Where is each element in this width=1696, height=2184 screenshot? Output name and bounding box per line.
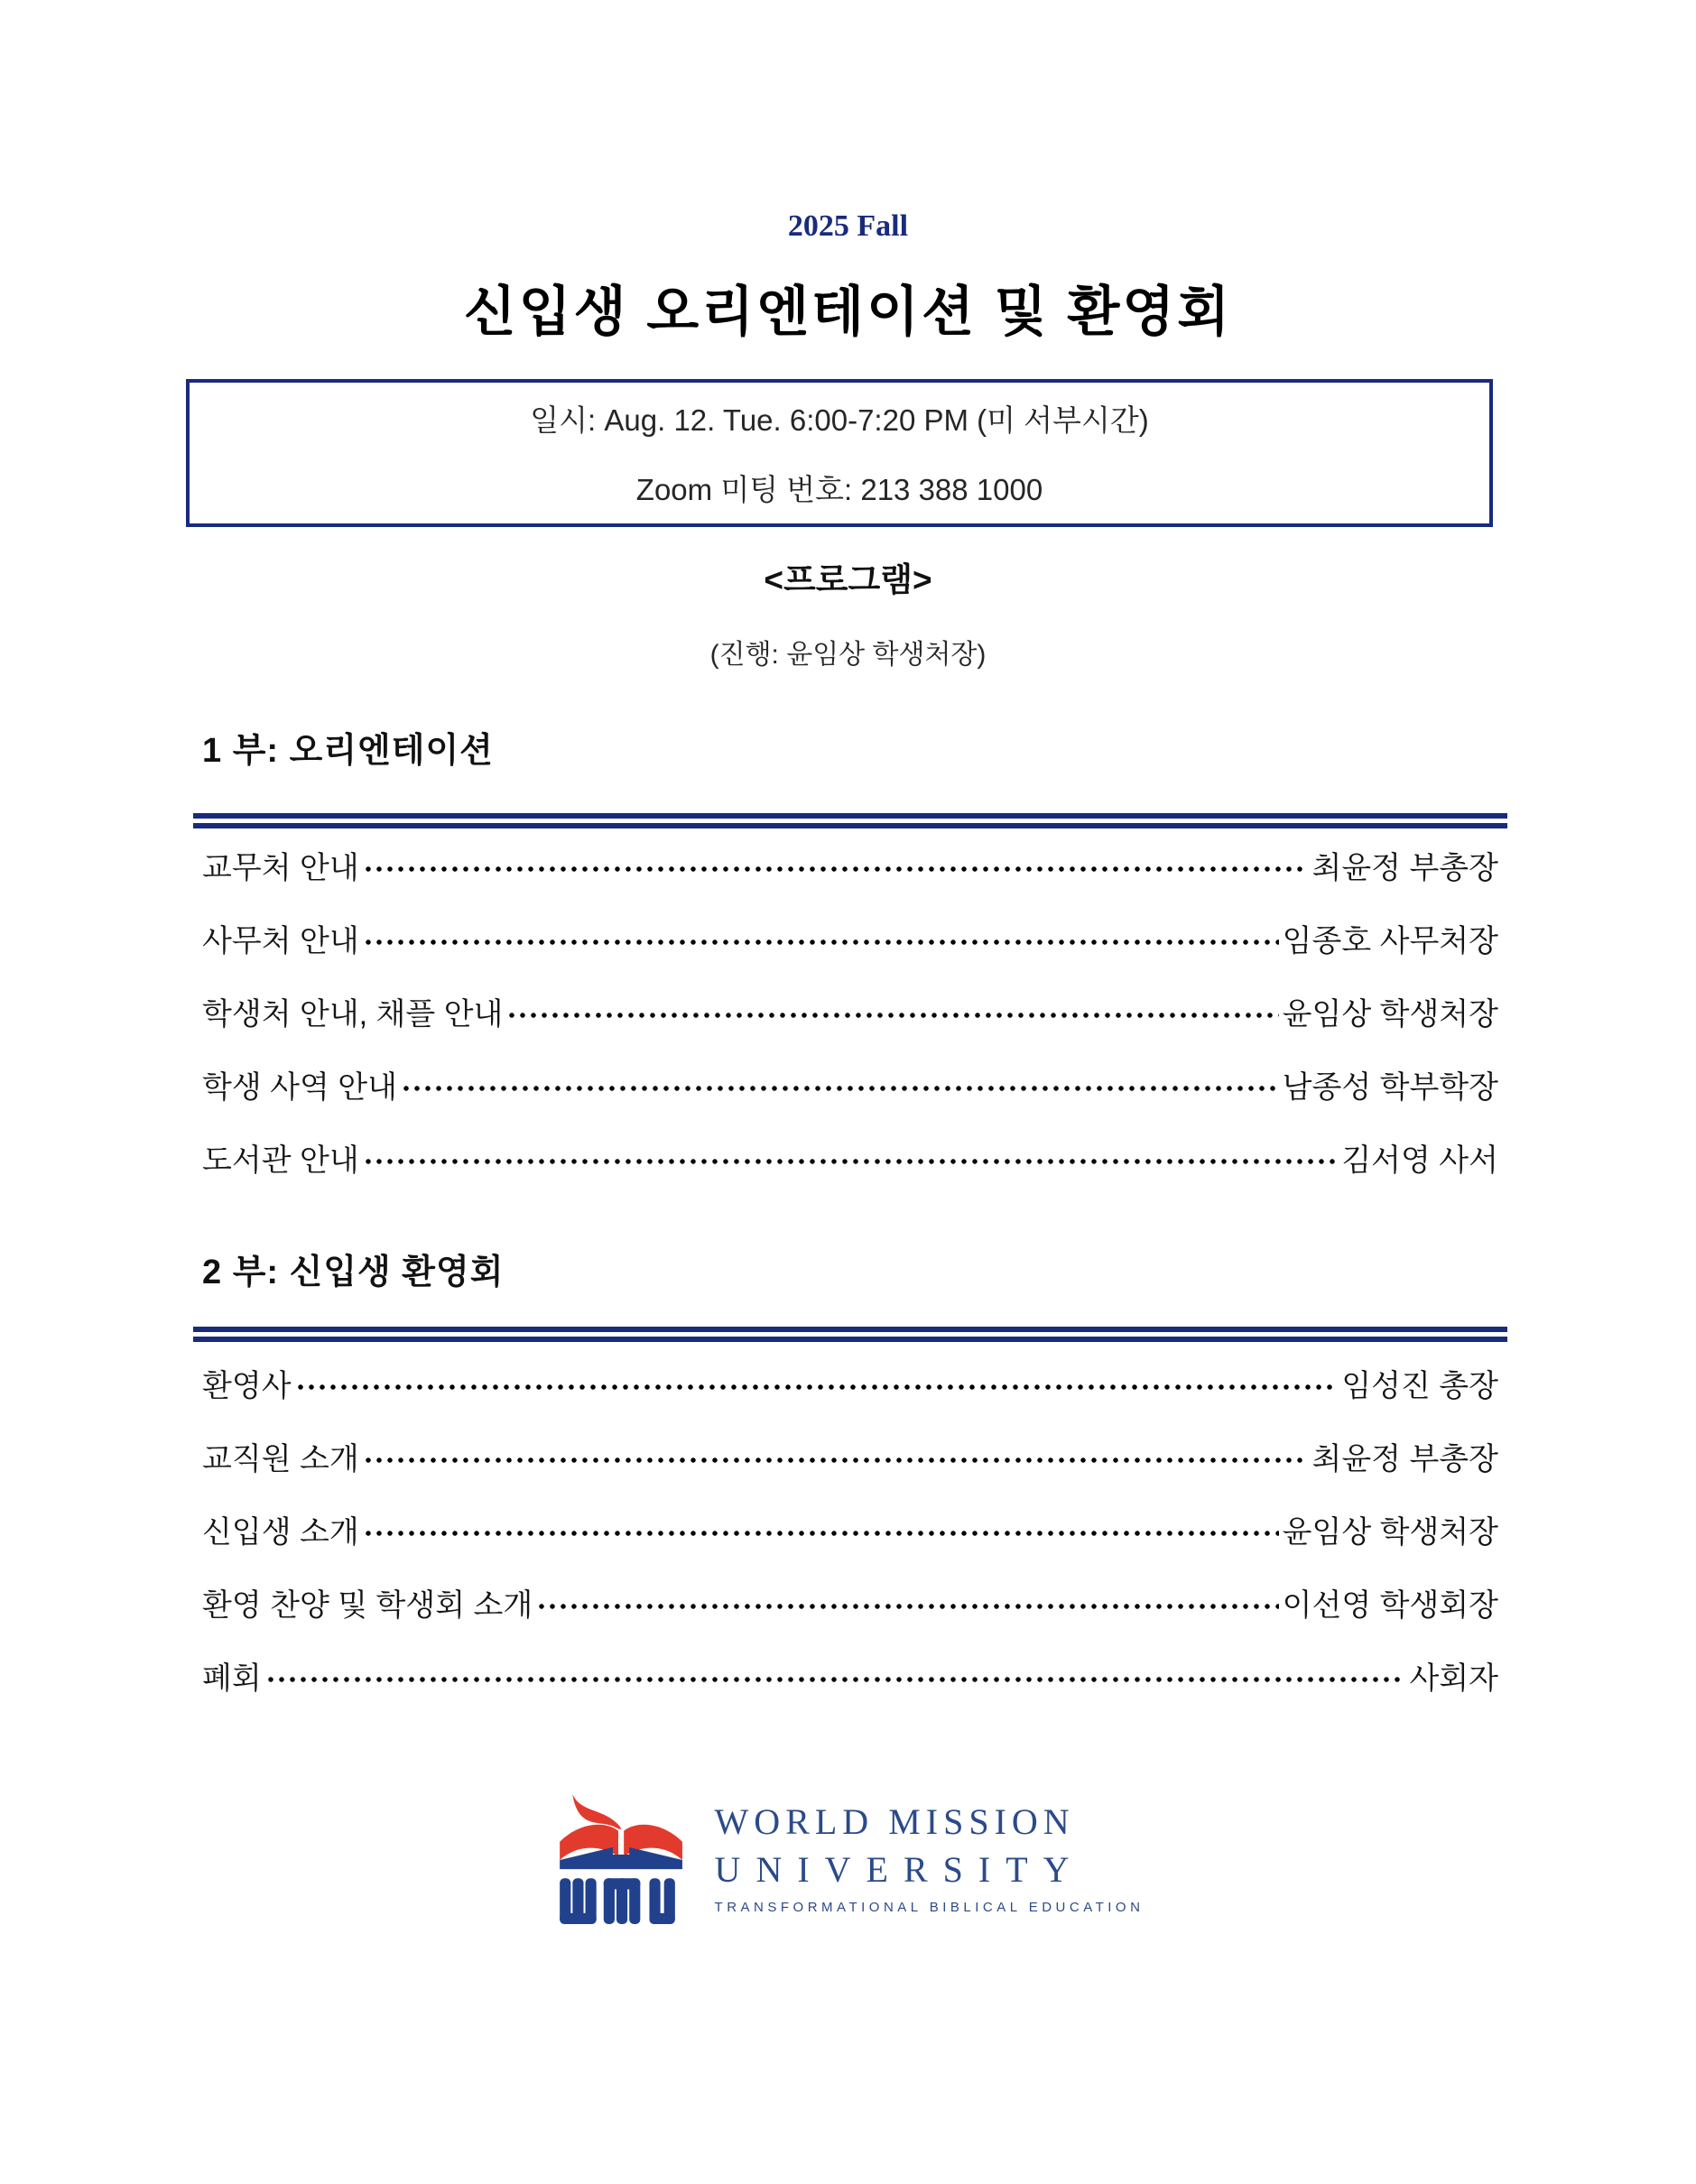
program-row — [202, 1121, 1498, 1194]
program-row — [202, 1566, 1498, 1639]
program-item-presenter: 윤임상 학생처장 — [1282, 1515, 1498, 1550]
part2-list — [202, 1346, 1498, 1712]
dot-leader — [401, 1082, 1279, 1095]
program-item-label: 학생 사역 안내 — [202, 1070, 397, 1105]
program-item-label: 환영사 — [202, 1369, 292, 1403]
program-item-label: 교무처 안내 — [202, 851, 359, 885]
program-row — [202, 1420, 1498, 1493]
program-item-label: 사무처 안내 — [202, 924, 359, 958]
program-row — [202, 1048, 1498, 1121]
dot-leader — [295, 1381, 1339, 1393]
program-host-line: (진행: 윤임상 학생처장) — [709, 640, 987, 670]
university-logo — [552, 1789, 1145, 1926]
logo-name-line2: UNIVERSITY — [714, 1848, 1085, 1890]
program-item-label: 교직원 소개 — [202, 1442, 359, 1476]
program-row — [202, 975, 1498, 1048]
program-item-presenter: 임종호 사무처장 — [1282, 924, 1498, 958]
part2-divider — [193, 1327, 1507, 1342]
program-item-label: 학생처 안내, 채플 안내 — [202, 997, 504, 1032]
program-item-presenter: 최윤정 부총장 — [1311, 851, 1498, 885]
dot-leader — [363, 1527, 1279, 1540]
program-item-presenter: 임성진 총장 — [1341, 1369, 1498, 1403]
program-row — [202, 1493, 1498, 1566]
season-label: 2025 Fall — [787, 209, 909, 243]
program-row — [202, 902, 1498, 975]
program-item-label: 환영 찬양 및 학생회 소개 — [202, 1588, 533, 1623]
program-item-presenter: 윤임상 학생처장 — [1282, 997, 1498, 1032]
open-book-wmu-icon — [552, 1789, 690, 1926]
program-item-label: 도서관 안내 — [202, 1143, 359, 1178]
program-row — [202, 1346, 1498, 1420]
dot-leader — [363, 936, 1279, 949]
event-info-box — [186, 379, 1493, 527]
page-title: 신입생 오리엔테이션 및 환영회 — [463, 282, 1233, 342]
program-section-label: <프로그램> — [764, 561, 932, 598]
zoom-meeting-number: Zoom 미팅 번호: 213 388 1000 — [635, 473, 1043, 506]
dot-leader — [363, 1454, 1309, 1467]
program-item-presenter: 김서영 사서 — [1341, 1143, 1498, 1178]
program-item-presenter: 남종성 학부학장 — [1282, 1070, 1498, 1105]
part1-heading: 1 부: 오리엔테이션 — [202, 732, 494, 770]
program-item-presenter: 이선영 학생회장 — [1282, 1588, 1498, 1623]
program-item-presenter: 사회자 — [1409, 1661, 1498, 1696]
program-row — [202, 828, 1498, 902]
program-row — [202, 1639, 1498, 1712]
dot-leader — [363, 863, 1309, 875]
part1-list — [202, 828, 1498, 1194]
part1-divider — [193, 813, 1507, 828]
dot-leader — [536, 1600, 1278, 1613]
logo-name-line1: WORLD MISSION — [714, 1800, 1075, 1842]
program-item-label: 폐회 — [202, 1661, 262, 1696]
dot-leader — [265, 1673, 1406, 1686]
logo-wordmark — [715, 1800, 1145, 1915]
dot-leader — [363, 1155, 1339, 1168]
program-item-label: 신입생 소개 — [202, 1515, 359, 1550]
part2-heading: 2 부: 신입생 환영회 — [202, 1254, 505, 1291]
logo-tagline: TRANSFORMATIONAL BIBLICAL EDUCATION — [714, 1899, 1145, 1915]
program-item-presenter: 최윤정 부총장 — [1311, 1442, 1498, 1476]
dot-leader — [506, 1009, 1278, 1022]
event-datetime: 일시: Aug. 12. Tue. 6:00-7:20 PM (미 서부시간) — [530, 403, 1149, 437]
